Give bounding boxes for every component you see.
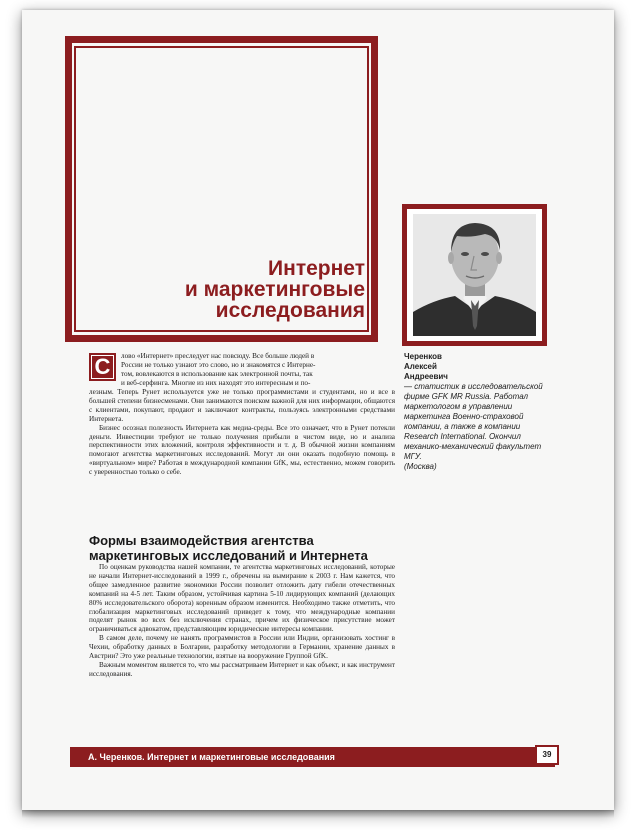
intro-body bbox=[89, 388, 395, 477]
intro-paragraph-rest: лезным. Теперь Рунет используется уже не только программистами и студентами, но и все в большей степени бизнесменами. Они занимаются поиском важной для них информации, общаются с клиентами, покупают, продают и заключают контракты, пользуясь электронными средствами Интернета. bbox=[89, 388, 395, 423]
author-portrait-image bbox=[413, 214, 536, 336]
drop-cap: С bbox=[89, 353, 116, 381]
section-heading: Формы взаимодействия агентства маркетинговых исследований и Интернета bbox=[89, 533, 368, 563]
running-title: А. Черенков. Интернет и маркетинговые исследования bbox=[88, 752, 335, 762]
section-paragraph-3: Важным моментом является то, что мы рассматриваем Интернет и как объект, и как инструмент исследования. bbox=[89, 660, 395, 678]
author-photo bbox=[413, 214, 536, 336]
author-description: — статистик в исследовательской фирме GFK MR Russia. Работал маркетологом в управлении маркетинга Военно-страховой компании, а также в компании Research International. Окончил механико-механический факультет МГУ. bbox=[404, 382, 543, 461]
intro-line-1: лово «Интернет» преследует нас повсюду. Все больше людей в bbox=[121, 352, 315, 360]
intro-line-3: том, вовлекаются в использование как электронной почты, так bbox=[121, 370, 313, 378]
intro-line-2: России не только узнают это слово, но и знакомятся с Интерне- bbox=[121, 361, 316, 369]
page-number: 39 bbox=[535, 745, 559, 765]
author-name-line-2: Алексей bbox=[404, 362, 437, 371]
article-title-line-1: Интернет bbox=[268, 257, 365, 280]
article-title bbox=[120, 258, 365, 321]
intro-line-4: и веб-серфинга. Многие из них находят это интересным и по- bbox=[121, 379, 311, 387]
section-paragraph-1: По оценкам руководства нашей компании, те агентства маркетинговых исследований, которые не начали Интернет-исследований в 1999 г., обречены на вымирание к 2003 г. Нам кажется, что общее замедленное развитие экономики России позволит отложить дату гибели отечественных компаний на 4-5 лет. Таким образом, устойчивая картина 5-10 лидирующих компаний (делающих 80% исследовательского оборота) коренным образом изменится. Необходимо также отметить, что глобализация маркетинговых исследований приведет к тому, что международные компании поделят рынок во всех без исключения странах, причем их физическое присутствие может ограничиваться адвокатом, представляющим юридические интересы компании. bbox=[89, 563, 395, 634]
article-title-line-2: и маркетинговые bbox=[184, 278, 365, 301]
author-name-line-1: Черенков bbox=[404, 352, 442, 361]
author-photo-frame bbox=[402, 204, 547, 346]
section-paragraph-2: В самом деле, почему не нанять программистов в России или Индии, организовать хостинг в Чехии, обработку данных в Болгарии, разработку методологии в Германии, хранение данных в Австрии? Это уже реальные технологии, взятые на вооружение Группой GfK. bbox=[89, 634, 395, 661]
paragraph-business: Бизнес осознал полезность Интернета как медиа-среды. Все это означает, что в Рунет потекли деньги. Инвестиции требуют не только получения прибыли в чистом виде, но и анализа перспективности этих вложений, контроля эффективности и т. д. В обычной жизни компаниям помогают агентства маркетинговых исследований. Могут ли они оказать подобную помощь в «виртуальном» мире? Работая в международной компании GfK, мы, естественно, можем говорить с уверенностью только о себе. bbox=[89, 423, 395, 477]
article-title-line-3: исследования bbox=[215, 299, 365, 322]
author-name-line-3: Андреевич bbox=[404, 372, 448, 381]
section-body bbox=[89, 563, 395, 679]
author-city: (Москва) bbox=[404, 462, 437, 471]
author-bio bbox=[404, 352, 554, 472]
